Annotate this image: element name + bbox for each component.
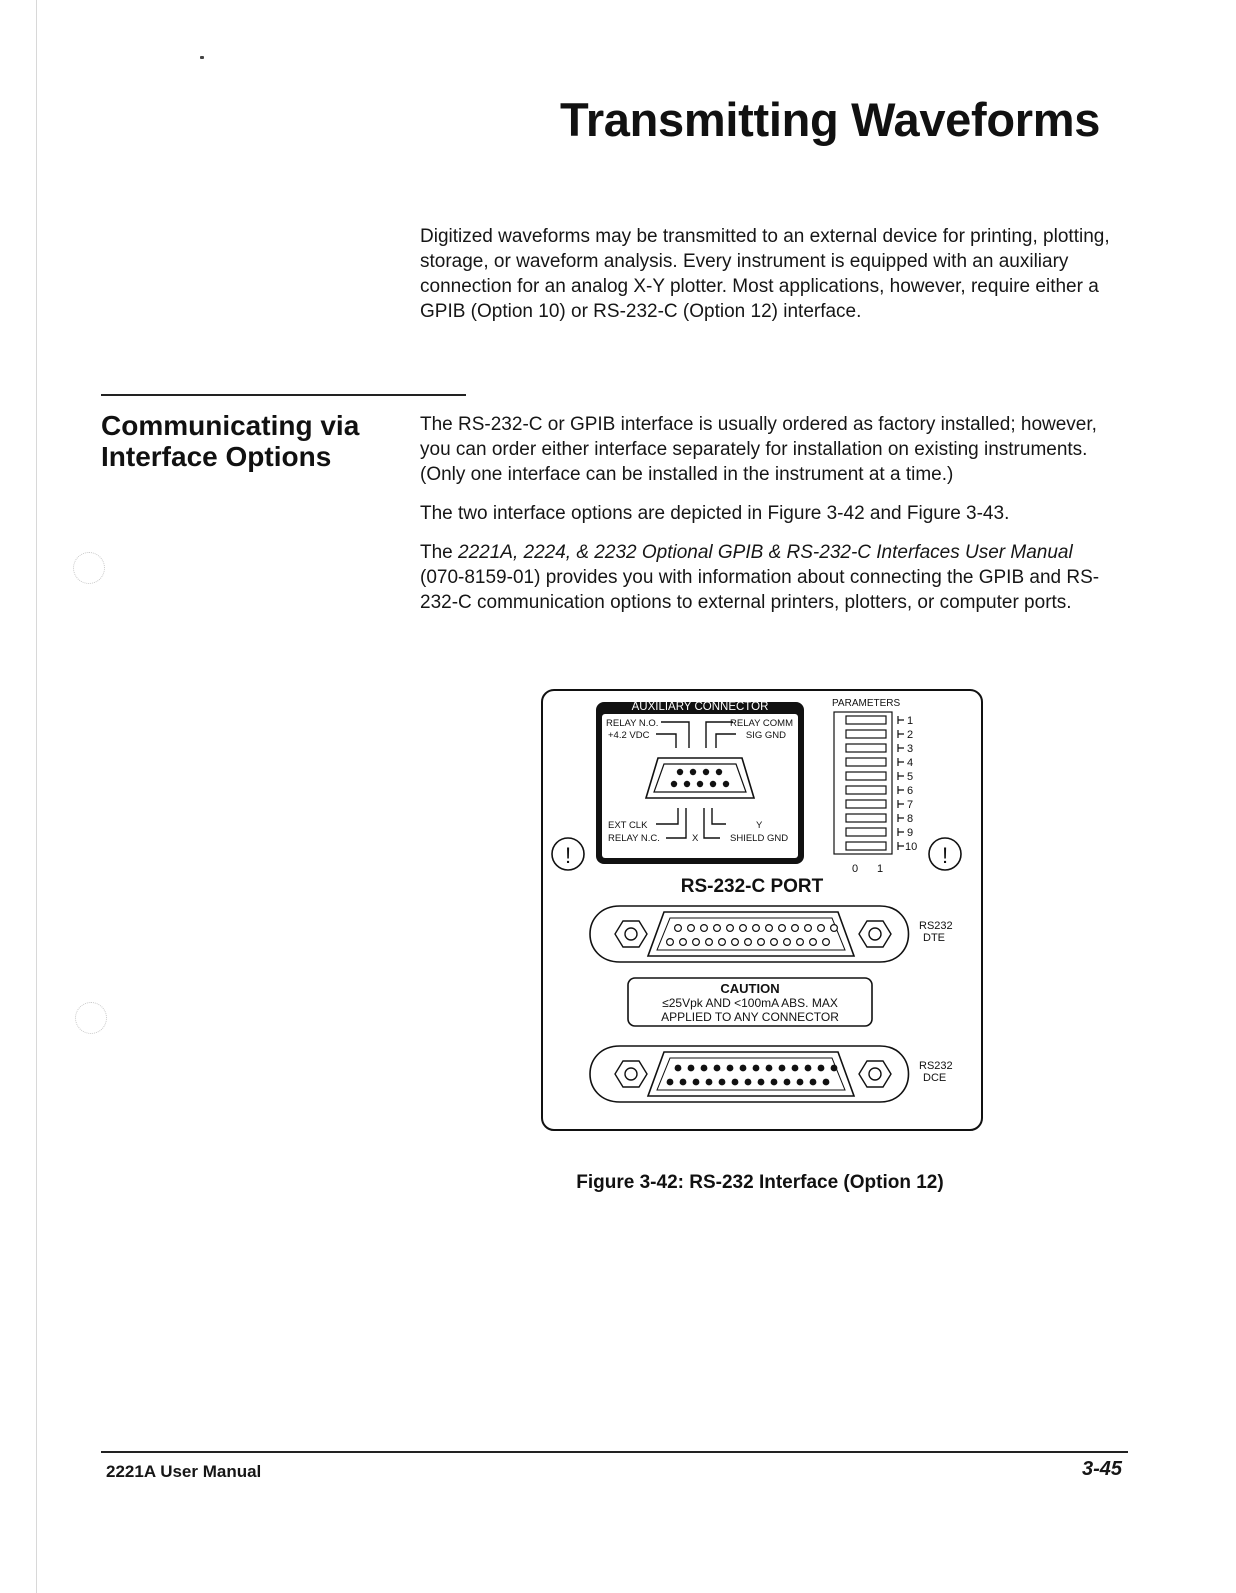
switch-number-label: 8 — [907, 813, 914, 825]
caution-line-2: APPLIED TO ANY CONNECTOR — [661, 1010, 839, 1024]
relay-comm-label: RELAY COMM — [730, 718, 793, 729]
punch-hole-mark — [75, 1002, 107, 1034]
warning-symbol-right: ! — [941, 843, 949, 868]
section-paragraph: The RS-232-C or GPIB interface is usually ordered as factory installed; however, you can order either interface separately for installation on existing instruments. (Only one interface can be installed in the instrument at a time.) — [420, 414, 1097, 485]
y-output-label: Y — [756, 820, 763, 831]
ext-clk-label: EXT CLK — [608, 820, 648, 831]
dce-pins — [667, 1065, 838, 1086]
section-rule — [101, 394, 466, 396]
dte-label-line1: RS232 — [919, 920, 953, 932]
footer-rule — [101, 1451, 1128, 1453]
figure-caption: Figure 3-42: RS-232 Interface (Option 12) — [576, 1172, 944, 1193]
switch-number-label: 3 — [907, 743, 914, 755]
switch-number-label: 6 — [907, 785, 914, 797]
reference-suffix: (070-8159-01) provides you with information about connecting the GPIB and RS-232-C communication options to external printers, plotters, or computer ports. — [420, 567, 1100, 613]
warning-symbol-left: ! — [564, 843, 572, 868]
intro-paragraph: Digitized waveforms may be transmitted to an external device for printing, plotting, storage, or waveform analysis. Every instrument is equipped with an auxiliary connection for an analog X-Y plotter. Most applications, however, require either a GPIB (Option 10) or RS-232-C (Option 12) interface. — [420, 226, 1110, 322]
section-body — [420, 412, 1120, 629]
footer-page-number: 3-45 — [1081, 1458, 1122, 1480]
section-paragraph-reference — [420, 540, 1120, 615]
scan-speck — [200, 56, 204, 59]
vdc-label: +4.2 VDC — [608, 730, 650, 741]
dce-label-line1: RS232 — [919, 1060, 953, 1072]
shield-gnd-label: SHIELD GND — [730, 833, 789, 844]
relay-nc-label: RELAY N.C. — [608, 833, 660, 844]
punch-hole-mark — [73, 552, 105, 584]
rs232-interface-figure — [540, 688, 990, 1138]
switch-number-label: 10 — [905, 841, 918, 853]
dce-connector-shell — [590, 1046, 909, 1102]
switch-number-label: 4 — [907, 757, 914, 769]
reference-prefix: The — [420, 542, 459, 563]
dce-left-hex-nut — [615, 1061, 647, 1087]
dip-switch-body — [834, 712, 892, 854]
dce-right-hex-nut — [859, 1061, 891, 1087]
aux-connector-title: AUXILIARY CONNECTOR — [631, 701, 769, 713]
rs232-port-title: RS-232-C PORT — [680, 876, 824, 897]
switch-off-label: 0 — [852, 863, 859, 875]
dte-connector-shell — [590, 906, 909, 962]
footer-manual-name: 2221A User Manual — [106, 1462, 262, 1481]
dip-switch-levers — [846, 716, 886, 850]
switch-number-label: 7 — [907, 799, 914, 811]
switch-number-label: 9 — [907, 827, 914, 839]
parameters-label: PARAMETERS — [832, 698, 901, 709]
x-output-label: X — [692, 833, 699, 844]
dte-socket-face — [648, 912, 854, 956]
dip-switch-ticks — [898, 716, 904, 850]
dce-label-line2: DCE — [923, 1072, 947, 1084]
switch-on-label: 1 — [877, 863, 884, 875]
page-title: Transmitting Waveforms — [560, 93, 1101, 146]
dte-left-hex-nut — [615, 921, 647, 947]
dte-pin-sockets — [667, 925, 838, 946]
dte-label-line2: DTE — [923, 932, 945, 944]
switch-number-label: 1 — [907, 715, 914, 727]
dte-right-hex-nut — [859, 921, 891, 947]
binding-edge-line — [36, 0, 37, 1593]
dce-plug-face — [648, 1052, 854, 1096]
switch-number-label: 2 — [907, 729, 914, 741]
caution-line-1: ≤25Vpk AND <100mA ABS. MAX — [662, 996, 838, 1010]
section-heading: Communicating via Interface Options — [101, 410, 360, 472]
sig-gnd-label: SIG GND — [745, 730, 786, 741]
manual-title: 2221A, 2224, & 2232 Optional GPIB & RS-232-C Interfaces User Manual — [458, 542, 1073, 563]
caution-title: CAUTION — [720, 981, 780, 996]
section-paragraph: The two interface options are depicted in Figure 3-42 and Figure 3-43. — [420, 503, 1010, 524]
switch-number-label: 5 — [907, 771, 914, 783]
relay-no-label: RELAY N.O. — [606, 718, 659, 729]
